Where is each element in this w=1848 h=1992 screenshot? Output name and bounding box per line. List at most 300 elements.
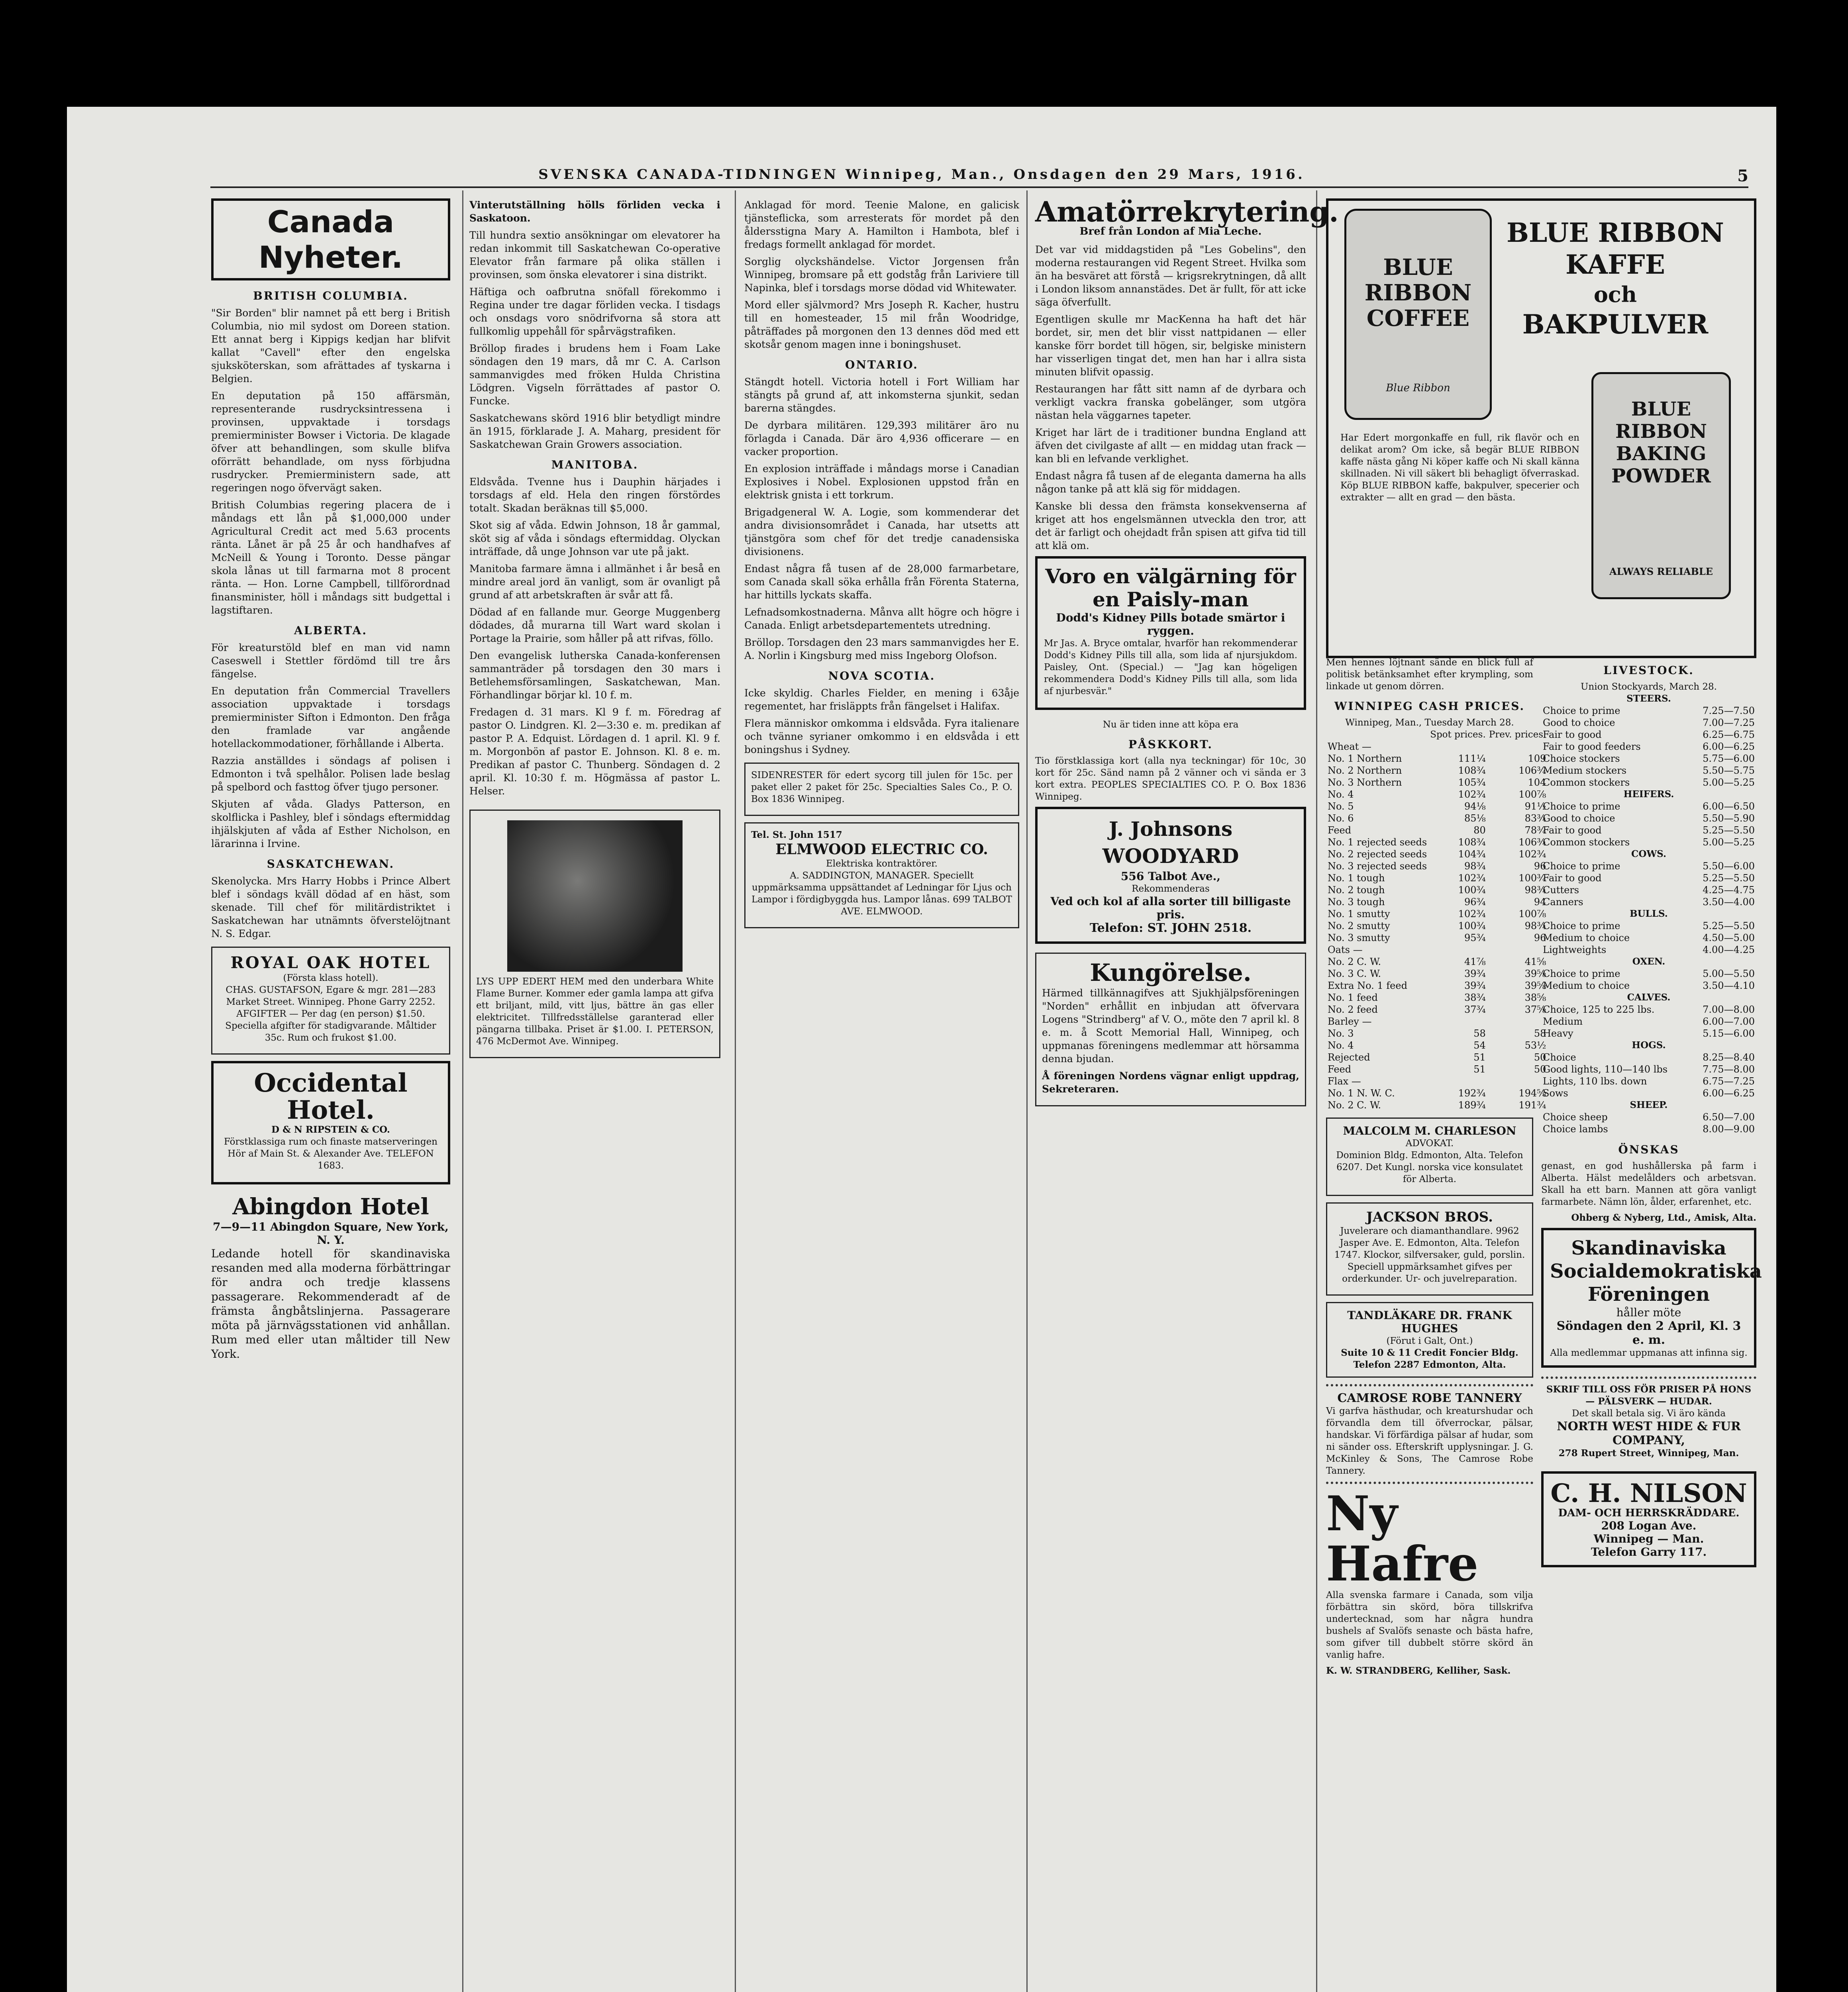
livestock-grade: Choice to prime [1543, 705, 1620, 716]
livestock-price: 3.50—4.10 [1703, 980, 1755, 991]
column-header: Prev. prices. [1489, 729, 1546, 740]
livestock-price: 6.25—6.75 [1703, 729, 1755, 740]
price-cell: 58 [1473, 1028, 1486, 1039]
price-cell: 41⅞ [1464, 956, 1486, 967]
ad-body: Suite 10 & 11 Credit Foncier Bldg. Telefon 2287 Edmonton, Alta. [1341, 1347, 1518, 1370]
grade-cell: No. 2 feed [1328, 1004, 1378, 1015]
price-cell: 85⅛ [1464, 813, 1486, 824]
baking-powder-sub: ALWAYS RELIABLE [1609, 566, 1713, 577]
livestock-row [1541, 836, 1756, 848]
livestock-grade: Sows [1543, 1088, 1568, 1099]
cash-price-row [1326, 1051, 1548, 1063]
livestock-grade: Fair to good feeders [1543, 741, 1641, 752]
livestock-grade: Fair to good [1543, 825, 1602, 836]
price-cell: 80 [1473, 825, 1486, 836]
grade-cell: No. 1 N. W. C. [1328, 1088, 1395, 1099]
ad-body: Ledande hotell för skandinaviska resanden med alla moderna förbättringar för andra och tredje klassens passagerare. Rekommenderadt af de främsta ångbåtslinjerna. Passagerare möta på järnvägsstationen vid anhållan. Rum med eller utan måltider till New York. [211, 1247, 450, 1361]
cash-price-row [1326, 1087, 1548, 1099]
ad-subtitle: (Första klass hotell). [283, 973, 379, 983]
article-paragraph: Egentligen skulle mr MacKenna ha haft det här bordet, sir, men det blir visst nattpidanen — eller kanske förr bordet till högen, sir, belgiske ministern har visserligen tingat det, men han har i allra sista minuten blifvit opassig. [1035, 314, 1306, 378]
grade-cell: No. 1 Northern [1328, 753, 1402, 764]
ad-title: J. Johnsons WOODYARD [1102, 817, 1239, 868]
news-item: Flera människor omkomma i eldsvåda. Fyra italienare och tvänne syrianer omkommo i en eldsvåda i ett boningshus i Sydney. [744, 718, 1019, 755]
cash-price-row [1326, 944, 1548, 956]
grade-cell: No. 6 [1328, 813, 1354, 824]
price-cell: 102¾ [1458, 908, 1486, 920]
news-item: Till hundra sextio ansökningar om elevatorer ha redan inkommit till Saskatchewan Co-operative Elevator från farmare på olika ställen i provinsen, som önska elevatorer i sina distrikt. [469, 229, 720, 280]
price-cell: 37⅝ [1524, 1004, 1546, 1015]
news-item: De dyrbara militären. 129,393 militärer äro nu förlagda i Canada. Där äro 4,936 officerare — en vacker proportion. [744, 420, 1019, 457]
price-cell: 111¼ [1458, 753, 1486, 764]
livestock-price: 5.00—5.50 [1703, 968, 1755, 979]
news-item: Dödad af en fallande mur. George Muggenberg dödades, då murarna till Wart ward skolan i Portage la Prairie, som håller på att rifvas, föllo. [469, 606, 720, 644]
livestock-row [1541, 753, 1756, 765]
grade-cell: Feed [1328, 825, 1352, 836]
livestock-date: Union Stockyards, March 28. [1581, 682, 1717, 692]
grade-cell: Flax — [1328, 1076, 1361, 1087]
livestock-grade: Good to choice [1543, 717, 1615, 728]
heading-line: och [1593, 282, 1637, 307]
livestock-grade: Good to choice [1543, 813, 1615, 824]
blue-ribbon-heading [1504, 217, 1727, 340]
column-3 [744, 198, 1019, 935]
livestock-row [1541, 944, 1756, 956]
cash-price-row [1326, 872, 1548, 884]
cash-price-row [1326, 824, 1548, 836]
livestock-grade: Common stockers [1543, 837, 1630, 848]
wanted-heading: ÖNSKAS [1618, 1143, 1679, 1156]
cash-price-row [1326, 1027, 1548, 1039]
news-item: "Sir Borden" blir namnet på ett berg i British Columbia, nio mil sydost om Doreen station. Ett annat berg i Kippigs kedjan har blifvit kallat "Cavell" efter den engelska sjuksköterskan, som afrättades af tyskarna i Belgien. [211, 307, 450, 384]
price-cell: 100⅞ [1518, 789, 1546, 800]
livestock-grade: Medium [1543, 1016, 1583, 1027]
article-byline: Bref från London af Mia Leche. [1079, 225, 1262, 237]
livestock-group-table [1541, 1111, 1756, 1135]
price-cell: 100¾ [1458, 920, 1486, 931]
ad-body: Förstklassiga rum och finaste matserveringen Hör af Main St. & Alexander Ave. TELEFON 1683. [224, 1137, 437, 1171]
price-cell: 51 [1473, 1064, 1486, 1075]
ad-subtitle: DAM- OCH HERRSKRÄDDARE. [1558, 1507, 1740, 1519]
price-cell [1487, 1075, 1548, 1087]
ad-address: 556 Talbot Ave., [1120, 870, 1221, 883]
livestock-grade: Medium to choice [1543, 980, 1630, 991]
livestock-row [1541, 1123, 1756, 1135]
ad-title: MALCOLM M. CHARLESON [1343, 1124, 1516, 1137]
hide-ad-line: Det skall betala sig. Vi äro kända [1572, 1408, 1726, 1419]
price-cell: 194⅝ [1518, 1088, 1546, 1099]
cash-price-row [1326, 932, 1548, 944]
price-cell: 96¾ [1464, 896, 1486, 908]
livestock-group-table [1541, 705, 1756, 788]
livestock-price: 8.25—8.40 [1703, 1052, 1755, 1063]
livestock-price: 7.00—7.25 [1703, 717, 1755, 728]
livestock-row [1541, 884, 1756, 896]
ad-phone: Telefon: ST. JOHN 2518. [1089, 921, 1252, 935]
price-cell: 39¾ [1464, 968, 1486, 979]
heading-line: BAKPULVER [1522, 309, 1709, 340]
cash-price-row [1326, 896, 1548, 908]
livestock-row [1541, 932, 1756, 944]
livestock-group-heading: STEERS. [1626, 693, 1671, 704]
ad-city: Winnipeg — Man. [1593, 1532, 1704, 1545]
column-5 [1326, 198, 1762, 1676]
article-paragraph: Kanske bli dessa den främsta konsekvenserna af kriget att hos engelsmännen utveckla den tror, att det är farligt och ohejdadt från spisen att gifva tid till att klä om. [1035, 500, 1306, 551]
news-item: Häftiga och oafbrutna snöfall förekommo i Regina under tre dagar förliden vecka. I tisdags och onsdags voro snödrifvorna så stora att fullkomlig uppehåll för spårvägstrafiken. [469, 286, 720, 337]
price-cell: 78¾ [1524, 825, 1546, 836]
hide-ad-line: SKRIF TILL OSS FÖR PRISER PÅ HONS — PÄLSVERK — HUDAR. [1546, 1384, 1752, 1407]
livestock-row [1541, 824, 1756, 836]
market-column-right [1541, 657, 1762, 1576]
ad-subtitle: Elektriska kontraktörer. [826, 859, 938, 869]
news-item: Manitoba farmare ämna i allmänhet i år beså en mindre areal jord än vanligt, som är ovanligt på grund af att arbetskraften är svår att få. [469, 563, 720, 601]
price-cell: 104 [1528, 777, 1546, 788]
ad-title: Voro en välgärning för en Paisly-man [1045, 565, 1296, 611]
ad-title: Occidental Hotel. [254, 1068, 408, 1125]
price-cell: 102¾ [1458, 872, 1486, 884]
ad-owner: D & N RIPSTEIN & CO. [271, 1124, 390, 1135]
livestock-grade: Canners [1543, 896, 1583, 908]
column-rule [1026, 190, 1028, 1992]
ad-address: 7—9—11 Abingdon Square, New York, N. Y. [213, 1220, 449, 1247]
cash-price-row [1326, 992, 1548, 1004]
price-cell: 53½ [1524, 1040, 1546, 1051]
price-cell: 41⅝ [1524, 956, 1546, 967]
ad-body: Har Edert morgonkaffe en full, rik flavör och en delikat arom? Om icke, så begär BLUE RIBBON kaffe nästa gång Ni köper kaffe och Ni skall känna skillnaden. Ni vill säkert bli behagligt öfverraskad. Köp BLUE RIBBON kaffe, bakpulver, specerier och extrakter — allt en grad — den bästa. [1340, 433, 1579, 503]
livestock-price: 5.50—5.90 [1703, 813, 1755, 824]
price-cell: 51 [1473, 1052, 1486, 1063]
notice-title: Skandinaviska Socialdemokratiska Föreningen [1550, 1237, 1762, 1306]
column-1 [211, 198, 450, 1365]
news-item: För kreaturstöld blef en man vid namn Caseswell i Stettler fördömd till tre års fängelse. [211, 642, 450, 680]
article-paragraph: Restaurangen har fått sitt namn af de dyrbara och verkligt vackra franska gobelänger, som utgöra nästan hela väggarnes tapeter. [1035, 383, 1306, 421]
livestock-grade: Heavy [1543, 1028, 1573, 1039]
livestock-price: 7.25—7.50 [1703, 705, 1755, 716]
livestock-row [1541, 776, 1756, 788]
ad-subtitle: ADVOKAT. [1405, 1138, 1454, 1149]
ad-body: SIDENRESTER för edert sycorg till julen för 15c. per paket eller 2 paket för 25c. Specialties Sales Co., P. O. Box 1836 Winnipeg. [751, 770, 1012, 804]
cash-price-row [1326, 980, 1548, 992]
ad-phone: Telefon Garry 117. [1591, 1545, 1707, 1559]
livestock-grade: Choice to prime [1543, 861, 1620, 872]
price-cell: 58 [1534, 1028, 1546, 1039]
grade-cell: No. 1 feed [1328, 992, 1378, 1003]
cash-price-row [1326, 741, 1548, 753]
livestock-price: 7.75—8.00 [1703, 1064, 1755, 1075]
livestock-price: 6.00—7.00 [1703, 1016, 1755, 1027]
cash-prices-header-row [1326, 729, 1548, 741]
livestock-group-heading: BULLS. [1630, 908, 1668, 919]
grade-cell: Extra No. 1 feed [1328, 980, 1407, 991]
livestock-row [1541, 1004, 1756, 1016]
grade-cell: No. 2 tough [1328, 884, 1385, 896]
socialdemokratiska-notice [1541, 1228, 1762, 1368]
news-item: Skjuten af våda. Gladys Patterson, en skolflicka i Pashley, blef i söndags eftermiddag ihjälskjuten af våda af Esther Nicholson, en lärarinna i Irvine. [211, 798, 450, 849]
livestock-row [1541, 980, 1756, 992]
livestock-heading: LIVESTOCK. [1603, 664, 1694, 677]
price-cell: 106¾ [1518, 837, 1546, 848]
livestock-grade: Common stockers [1543, 777, 1630, 788]
grade-cell: Barley — [1328, 1016, 1372, 1027]
livestock-row [1541, 1051, 1756, 1063]
price-cell: 94 [1534, 896, 1546, 908]
livestock-price: 3.50—4.00 [1703, 896, 1755, 908]
ad-body: Dominion Bldg. Edmonton, Alta. Telefon 6207. Det Kungl. norska vice konsulatet för Alberta. [1336, 1150, 1523, 1184]
ad-body: Juvelerare och diamanthandlare. 9962 Jasper Ave. E. Edmonton, Alta. Telefon 1747. Klockor, silfversaker, guld, porslin. Speciell uppmärksamhet gifves per orderkunder. Ur- och juvelreparation. [1334, 1226, 1525, 1284]
market-column-left [1326, 657, 1546, 1681]
wanted-body: genast, en god hushållerska på farm i Alberta. Hälst medelålders och arbetsvan. Skall ha ett barn. Mannen att göra vanligt farmarbete. Nämn lön, ålder, erfarenhet, etc. [1541, 1161, 1756, 1207]
cash-price-row [1326, 1004, 1548, 1016]
ad-body: A. SADDINGTON, MANAGER. Speciellt uppmärksamma uppsättandet af Ledningar för Ljus och Lampor i fördigbyggda hus. Lampor lånas. 699 TALBOT AVE. ELMWOOD. [751, 871, 1012, 917]
price-cell: 94⅛ [1464, 801, 1486, 812]
price-cell: 192¾ [1458, 1088, 1486, 1099]
sidenrester-ad [744, 763, 1019, 816]
livestock-price: 5.15—6.00 [1703, 1028, 1755, 1039]
livestock-grade: Choice sheep [1543, 1112, 1608, 1123]
price-cell: 191¾ [1518, 1100, 1546, 1111]
ad-subtitle: (Förut i Galt, Ont.) [1386, 1336, 1473, 1346]
price-cell: 50 [1534, 1064, 1546, 1075]
cash-price-row [1326, 884, 1548, 896]
camrose-title: CAMROSE ROBE TANNERY [1337, 1391, 1522, 1405]
livestock-grade: Fair to good [1543, 872, 1602, 884]
jackson-bros-ad [1326, 1202, 1533, 1296]
johnson-woodyard-ad [1035, 807, 1306, 944]
cash-price-row [1326, 776, 1548, 788]
livestock-row [1541, 1075, 1756, 1087]
cash-price-row [1326, 1063, 1548, 1075]
livestock-row [1541, 1111, 1756, 1123]
cash-price-row [1326, 1075, 1548, 1087]
article-paragraph: Endast några få tusen af de eleganta damerna ha alls någon tanke på att klä sig för middagen. [1035, 470, 1306, 495]
top-rule [210, 186, 1748, 188]
heading-line: KAFFE [1566, 249, 1665, 280]
price-cell [1428, 944, 1487, 956]
nilson-tailor-ad [1541, 1471, 1756, 1567]
livestock-group-table [1541, 1051, 1756, 1099]
news-item: Sorglig olyckshändelse. Victor Jorgensen från Winnipeg, bromsare på ett godståg från Lariviere till Napinka, blef i torsdags morse dödad vid Whitewater. [744, 256, 1019, 294]
column-rule [462, 190, 463, 1992]
livestock-grade: Lightweights [1543, 944, 1607, 955]
section-heading: NOVA SCOTIA. [828, 669, 936, 682]
livestock-grade: Medium to choice [1543, 932, 1630, 943]
price-cell: 106¾ [1518, 765, 1546, 776]
livestock-row [1541, 729, 1756, 741]
cash-price-row [1326, 1099, 1548, 1111]
price-cell [1487, 741, 1548, 753]
notice-subtitle: håller möte [1616, 1306, 1681, 1319]
price-cell: 98¾ [1524, 884, 1546, 896]
news-item: Skenolycka. Mrs Harry Hobbs i Prince Albert blef i söndags kväll dödad af en häst, som skenade. Till chef för militärdistriktet i Saskatchewan har utnämnts öfverstelöjtnant N. S. Edgar. [211, 875, 450, 939]
price-cell: 98¾ [1464, 861, 1486, 872]
heading-line: BLUE RIBBON [1507, 217, 1724, 248]
news-item: Endast några få tusen af de 28,000 farmarbetare, som Canada skall söka erhålla från Förenta Staterna, har hittills lyckats skaffa. [744, 563, 1019, 601]
livestock-price: 5.00—5.25 [1703, 777, 1755, 788]
section-heading: ALBERTA. [294, 624, 367, 637]
price-cell: 50 [1534, 1052, 1546, 1063]
price-cell: 83¾ [1524, 813, 1546, 824]
grade-cell: Rejected [1328, 1052, 1370, 1063]
livestock-row [1541, 860, 1756, 872]
coffee-tin-sub: Blue Ribbon [1386, 382, 1450, 394]
livestock-grade: Good lights, 110—140 lbs [1543, 1064, 1668, 1075]
grade-cell: No. 4 [1328, 789, 1354, 800]
article-continuation: Men hennes löjtnant sände en blick full af politisk betänksamhet efter krympling, som linkade ut genom dörren. [1326, 657, 1533, 692]
cash-price-row [1326, 908, 1548, 920]
livestock-price: 5.25—5.50 [1703, 920, 1755, 931]
livestock-price: 5.25—5.50 [1703, 825, 1755, 836]
livestock-row [1541, 1063, 1756, 1075]
notice-body: Härmed tillkännagifves att Sjukhjälpsföreningen "Norden" erhållit en inbjudan att öfvervara Logens "Strindberg" af V. O., möte den 7 april kl. 8 e. m. å Scott Memorial Hall, Winnipeg, och uppmanas föreningens medlemmar att hörsamma denna bjudan. [1042, 987, 1299, 1065]
livestock-grade: Fair to good [1543, 729, 1602, 740]
column-header: Spot prices. [1430, 729, 1486, 740]
livestock-grade: Medium stockers [1543, 765, 1627, 776]
cash-price-row [1326, 968, 1548, 980]
ad-subtitle: Dodd's Kidney Pills botade smärtor i ryggen. [1056, 611, 1285, 637]
kungorelse-notice [1035, 953, 1306, 1106]
grade-cell: No. 2 C. W. [1328, 956, 1381, 967]
news-item: Mord eller självmord? Mrs Joseph R. Kacher, hustru till en homesteader, 15 mil från Woodridge, påträffades på morgonen den 13 dennes död med ett skotsår genom magen inne i boningshuset. [744, 299, 1019, 350]
livestock-row [1541, 1027, 1756, 1039]
camrose-body: Vi garfva hästhudar, och kreaturshudar och förvandla dem till öfverrockar, pälsar, handskar. Vi förfärdiga pälsar af hudar, som ni sänder oss. Efterskrift upplysningar. J. G. McKinley & Sons, The Camrose Robe Tannery. [1326, 1406, 1533, 1476]
livestock-group-table [1541, 968, 1756, 992]
ny-hafre-ad [1326, 1486, 1533, 1677]
grade-cell: No. 3 C. W. [1328, 968, 1381, 979]
price-cell: 189¾ [1458, 1100, 1486, 1111]
livestock-row [1541, 717, 1756, 729]
livestock-row [1541, 812, 1756, 824]
livestock-price: 6.00—6.50 [1703, 801, 1755, 812]
grade-cell: No. 4 [1328, 1040, 1354, 1051]
price-cell [1428, 1016, 1487, 1027]
ad-address: 208 Logan Ave. [1601, 1519, 1697, 1532]
price-cell: 96 [1534, 861, 1546, 872]
cash-price-row [1326, 753, 1548, 765]
grade-cell: No. 1 smutty [1328, 908, 1390, 920]
canada-nyheter-masthead [211, 198, 450, 280]
livestock-row [1541, 872, 1756, 884]
livestock-grade: Choice to prime [1543, 801, 1620, 812]
news-item: Den evangelisk lutherska Canada-konferensen sammanträder på torsdagen den 30 mars i Betlehemsförsamlingen, Saskatchewan, Man. Förhandlingar börjar kl. 10 f. m. [469, 650, 720, 701]
livestock-row [1541, 800, 1756, 812]
cash-price-row [1326, 920, 1548, 932]
livestock-group-heading: CALVES. [1627, 992, 1671, 1003]
livestock-price: 8.00—9.00 [1703, 1123, 1755, 1135]
livestock-grade: Cutters [1543, 884, 1579, 896]
easter-card-title: PÅSKKORT. [1128, 738, 1213, 751]
cash-price-row [1326, 860, 1548, 872]
ad-body: LYS UPP EDERT HEM med den underbara White Flame Burner. Kommer eder gamla lampa att gifva ett briljant, mild, vitt ljus, bättre än gas eller elektricitet. Tillfredsställelse garanterad eller pängarna tillbaka. Priset är $1.00. I. PETERSON, 476 McDermot Ave. Winnipeg. [476, 976, 714, 1047]
livestock-price: 6.00—6.25 [1703, 741, 1755, 752]
price-cell: 109 [1528, 753, 1546, 764]
livestock-price: 7.00—8.00 [1703, 1004, 1755, 1015]
grade-cell: No. 3 tough [1328, 896, 1385, 908]
livestock-row [1541, 920, 1756, 932]
section-heading: BRITISH COLUMBIA. [253, 289, 408, 302]
cash-prices-table [1326, 729, 1548, 1111]
price-cell: 95¾ [1464, 932, 1486, 943]
notice-title: Kungörelse. [1090, 959, 1252, 987]
livestock-price: 4.00—4.25 [1703, 944, 1755, 955]
news-item: En explosion inträffade i måndags morse i Canadian Explosives i Nobel. Explosionen uppstod från en elektrisk gnista i ett torkrum. [744, 463, 1019, 501]
news-item: British Columbias regering placera de i måndags ett lån på $1,000,000 under Agricultural Credit act med 5.63 procents ränta. Lånet är på 25 år och handhafves af McNeill & Young i Toronto. Desse pängar skola lånas ut till farmarna mot 8 procent ränta. — Hon. Lorne Campbell, tillförordnad finansminister, höll i måndags sitt budgettal i lagstiftaren. [211, 499, 450, 616]
decorative-border [1541, 1376, 1756, 1379]
cash-price-row [1326, 1039, 1548, 1051]
livestock-row [1541, 1016, 1756, 1027]
wanted-signature: Ohberg & Nyberg, Ltd., Amisk, Alta. [1571, 1212, 1756, 1223]
livestock-row [1541, 705, 1756, 717]
price-cell: 96 [1534, 932, 1546, 943]
news-item: Bröllop. Torsdagen den 23 mars sammanvigdes her E. A. Norlin i Kingsburg med miss Ingeborg Olofson. [744, 637, 1019, 661]
grade-cell: No. 1 tough [1328, 872, 1385, 884]
news-item: Anklagad för mord. Teenie Malone, en galicisk tjänsteflicka, som arresterats för mordet på den åldersstigna Mary A. Hamilton i Hambota, blef i fredags formellt anklagad för mordet. [744, 199, 1019, 250]
livestock-price: 5.25—5.50 [1703, 872, 1755, 884]
lamp-ad [469, 810, 720, 1058]
news-item: Icke skyldig. Charles Fielder, en mening i 63åje regementet, har frisläppts från fängelset i Halifax. [744, 687, 1019, 712]
price-cell: 100⅞ [1518, 908, 1546, 920]
ad-title: Ny Hafre [1326, 1486, 1479, 1592]
price-cell [1428, 1075, 1487, 1087]
decorative-border [1326, 1482, 1533, 1484]
church-schedule: Fredagen d. 31 mars. Kl 9 f. m. Föredrag af pastor O. Lindgren. Kl. 2—3:30 e. m. predikan af pastor P. A. Edquist. Lördagen d. 1 april. Kl. 9 f. m. Morgonbön af pastor E. Johnson. Kl. 8 e. m. Predikan af pastor C. Thunberg. Söndagen d. 2 april. Kl. 10:30 f. m. Högmässa af pastor L. Helser. [469, 706, 720, 797]
ad-body: Alla svenska farmare i Canada, som vilja förbättra sin skörd, böra tillskrifva undertecknad, som har några hundra bushels af Svalöfs senaste och bästa hafre, som gifver till dubbelt större skörd än vanlig hafre. [1326, 1590, 1533, 1660]
charleson-lawyer-ad [1326, 1118, 1533, 1196]
price-cell: 108¾ [1458, 765, 1486, 776]
grade-cell: No. 2 rejected seeds [1328, 849, 1427, 860]
hide-ad-address: 278 Rupert Street, Winnipeg, Man. [1558, 1448, 1739, 1459]
grade-cell: No. 3 [1328, 1028, 1354, 1039]
price-cell: 38¾ [1464, 992, 1486, 1003]
cash-prices-date: Winnipeg, Man., Tuesday March 28. [1345, 718, 1514, 728]
livestock-group-table [1541, 920, 1756, 956]
cash-price-row [1326, 812, 1548, 824]
livestock-row [1541, 896, 1756, 908]
livestock-grade: Choice [1543, 1052, 1576, 1063]
grade-cell: No. 3 rejected seeds [1328, 861, 1427, 872]
blue-ribbon-ad [1326, 198, 1756, 658]
dodds-kidney-pills-ad [1035, 556, 1306, 710]
cash-price-row [1326, 836, 1548, 848]
livestock-price: 5.00—5.25 [1703, 837, 1755, 848]
livestock-grade: Choice lambs [1543, 1123, 1608, 1135]
price-cell: 39⅝ [1524, 968, 1546, 979]
cash-price-row [1326, 788, 1548, 800]
hide-ad-title: NORTH WEST HIDE & FUR COMPANY, [1557, 1419, 1741, 1447]
livestock-group-heading: SHEEP. [1630, 1100, 1668, 1110]
ad-title: ELMWOOD ELECTRIC CO. [775, 841, 988, 858]
column-2 [469, 198, 720, 1065]
ad-phone: Tel. St. John 1517 [751, 829, 842, 840]
price-cell: 37¾ [1464, 1004, 1486, 1015]
livestock-price: 6.50—7.00 [1703, 1112, 1755, 1123]
section-heading: ONTARIO. [845, 358, 918, 371]
price-cell: 100¾ [1518, 872, 1546, 884]
price-cell: 91½ [1524, 801, 1546, 812]
news-item: Skot sig af våda. Edwin Johnson, 18 år gammal, sköt sig af våda i söndags eftermiddag. Olyckan inträffade, då unge Johnson var ute på jakt. [469, 520, 720, 557]
ad-title: ROYAL OAK HOTEL [230, 953, 431, 972]
news-item: Bröllop firades i brudens hem i Foam Lake söndagen den 19 mars, då mr C. A. Carlson sammanvigdes med fröken Hulda Christina Lödgren. Vigseln förrättades af pastor O. Funcke. [469, 343, 720, 407]
livestock-grade: Choice to prime [1543, 920, 1620, 931]
baking-powder-illustration [1591, 372, 1731, 599]
column-rule [735, 190, 736, 1992]
price-cell: 54 [1473, 1040, 1486, 1051]
cash-price-row [1326, 765, 1548, 776]
price-cell: 39¾ [1464, 980, 1486, 991]
coffee-tin-illustration [1344, 209, 1492, 420]
section-heading: SASKATCHEWAN. [267, 857, 395, 871]
ad-body: Ved och kol af alla sorter till billigaste pris. [1050, 895, 1291, 921]
news-item: En deputation från Commercial Travellers association uppvaktade i torsdags premierminister Sifton i Edmonton. Den fråga den framlade var angående hotellackommodationer, förhållande i Alberta. [211, 685, 450, 749]
ad-signature: K. W. STRANDBERG, Kelliher, Sask. [1326, 1665, 1511, 1676]
